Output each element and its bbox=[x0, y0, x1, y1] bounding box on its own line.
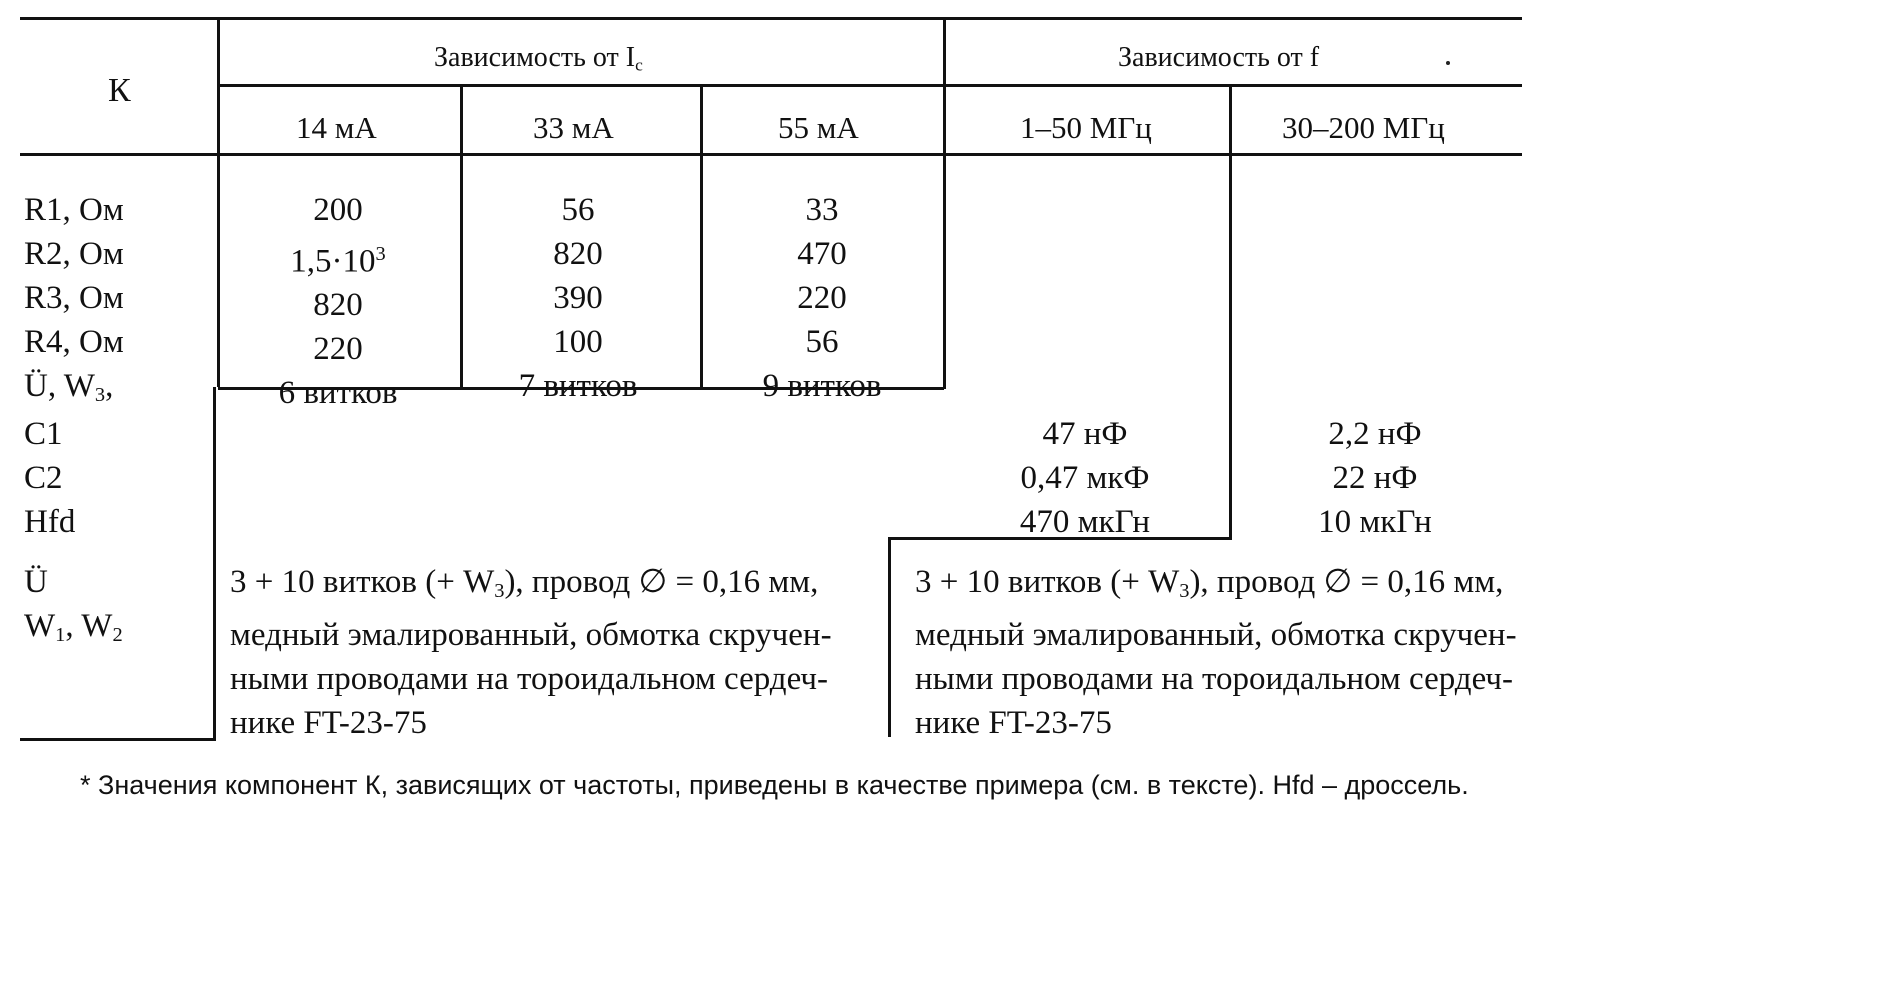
row-label-w1-subscript: 1 bbox=[55, 624, 66, 647]
cell-r1-33ma: 56 bbox=[561, 192, 595, 228]
winding-right-line-4: нике FT-23-75 bbox=[915, 705, 1112, 742]
cell-r3-33ma: 390 bbox=[553, 280, 603, 316]
row-label-w1-text: W bbox=[24, 608, 56, 644]
column-header-33ma: 33 мА bbox=[533, 110, 614, 145]
column-33ma-values bbox=[468, 188, 688, 408]
header-bottom-rule bbox=[20, 153, 1522, 156]
winding-right-line-2: медный эмалированный, обмотка скручен- bbox=[915, 617, 1517, 654]
winding-description-left bbox=[230, 560, 832, 745]
f-columns-divider bbox=[1229, 84, 1232, 540]
column-header-55ma: 55 мА bbox=[778, 110, 859, 145]
cell-r1-14ma: 200 bbox=[313, 192, 363, 228]
row-label-r4: R4, Ом bbox=[24, 324, 124, 360]
cell-r2-14ma-exponent: 3 bbox=[375, 243, 386, 265]
column-55ma-values bbox=[712, 188, 932, 408]
label-column-divider-lower bbox=[213, 387, 216, 741]
column-1-50mhz-values bbox=[955, 412, 1215, 544]
print-speck bbox=[1446, 61, 1450, 65]
winding-right-line-1-pre: 3 + 10 витков (+ W bbox=[915, 564, 1180, 600]
cell-hfd-30-200mhz: 10 мкГн bbox=[1318, 504, 1432, 540]
winding-right-line-3: ными проводами на тороидальном сердеч- bbox=[915, 661, 1513, 698]
winding-description-right bbox=[915, 560, 1517, 745]
cell-r3-55ma: 220 bbox=[797, 280, 847, 316]
row-label-hfd: Hfd bbox=[24, 504, 76, 540]
cell-r2-55ma: 470 bbox=[797, 236, 847, 272]
transformer-row-labels bbox=[24, 560, 123, 657]
column-14ma-values bbox=[228, 188, 448, 415]
row-label-u-w3-subscript: 3 bbox=[94, 384, 106, 407]
winding-right-line-1-post: ), провод ∅ = 0,16 мм, bbox=[1189, 564, 1504, 600]
component-row-labels bbox=[24, 412, 75, 544]
col-14-33-divider bbox=[460, 84, 463, 388]
cell-c2-30-200mhz: 22 нФ bbox=[1332, 460, 1418, 496]
cell-c1-30-200mhz: 2,2 нФ bbox=[1328, 416, 1422, 452]
label-column-divider bbox=[217, 17, 220, 387]
row-label-r2: R2, Ом bbox=[24, 236, 124, 272]
winding-right-line-1-subscript: 3 bbox=[1179, 580, 1190, 603]
header-middle-rule bbox=[218, 84, 1522, 87]
ic-f-divider bbox=[943, 17, 946, 389]
column-30-200mhz-values bbox=[1240, 412, 1510, 544]
row-label-u-w3-text: Ü, W bbox=[24, 368, 95, 404]
row-label-r1: R1, Ом bbox=[24, 192, 124, 228]
k-header-label: К bbox=[108, 72, 131, 109]
winding-left-line-1-subscript: 3 bbox=[494, 580, 505, 603]
row-label-w2-subscript: 2 bbox=[112, 624, 123, 647]
dependence-on-f-header: Зависимость от f bbox=[1118, 42, 1320, 73]
cell-w3-33ma: 7 витков bbox=[518, 368, 638, 404]
transformer-divider bbox=[888, 537, 891, 737]
winding-left-line-3: ными проводами на тороидальном сердеч- bbox=[230, 661, 828, 698]
dependence-on-ic-text: Зависимость от I bbox=[434, 42, 636, 73]
table-bottom-rule bbox=[20, 738, 216, 741]
winding-right-line-1 bbox=[915, 560, 1517, 613]
row-label-u: Ü bbox=[24, 564, 48, 600]
row-label-c1: C1 bbox=[24, 416, 63, 452]
cell-r1-55ma: 33 bbox=[805, 192, 839, 228]
row-label-w1-w2 bbox=[24, 604, 123, 657]
cell-c2-1-50mhz: 0,47 мкФ bbox=[1020, 460, 1150, 496]
row-label-u-w3 bbox=[24, 364, 124, 417]
row-label-r3: R3, Ом bbox=[24, 280, 124, 316]
cell-r4-55ma: 56 bbox=[805, 324, 839, 360]
winding-left-line-2: медный эмалированный, обмотка скручен- bbox=[230, 617, 832, 654]
winding-left-line-1-post: ), провод ∅ = 0,16 мм, bbox=[504, 564, 819, 600]
dependence-on-ic-header bbox=[434, 44, 643, 74]
row-label-u-w3-tail: , bbox=[105, 368, 114, 404]
cell-c1-1-50mhz: 47 нФ bbox=[1042, 416, 1128, 452]
top-rule bbox=[20, 17, 1522, 20]
resistor-row-labels bbox=[24, 188, 124, 417]
footnote: * Значения компонент К, зависящих от частоты, приведены в качестве примера (см. в тексте). Hfd – дроссель. bbox=[80, 770, 1469, 800]
winding-left-line-1-pre: 3 + 10 витков (+ W bbox=[230, 564, 495, 600]
cell-r2-14ma bbox=[228, 232, 448, 283]
dependence-on-ic-subscript: c bbox=[635, 55, 643, 75]
col-33-55-divider bbox=[700, 84, 703, 388]
cell-r4-14ma: 220 bbox=[313, 331, 363, 368]
cell-hfd-1-50mhz: 470 мкГн bbox=[1019, 504, 1151, 540]
cell-r2-14ma-base: 1,5·10 bbox=[290, 243, 376, 280]
cell-w3-14ma: 6 витков bbox=[278, 375, 398, 412]
row-label-w2-text: , W bbox=[65, 608, 113, 644]
column-header-1-50mhz: 1–50 МГц bbox=[1020, 110, 1152, 145]
cell-r2-33ma: 820 bbox=[553, 236, 603, 272]
winding-left-line-4: нике FT-23-75 bbox=[230, 705, 427, 742]
cell-r4-33ma: 100 bbox=[553, 324, 603, 360]
column-header-30-200mhz: 30–200 МГц bbox=[1282, 110, 1445, 145]
row-label-c2: C2 bbox=[24, 460, 63, 496]
cell-w3-55ma: 9 витков bbox=[762, 368, 882, 404]
winding-left-line-1 bbox=[230, 560, 832, 613]
cell-r3-14ma: 820 bbox=[313, 287, 363, 324]
column-header-14ma: 14 мА bbox=[296, 110, 377, 145]
